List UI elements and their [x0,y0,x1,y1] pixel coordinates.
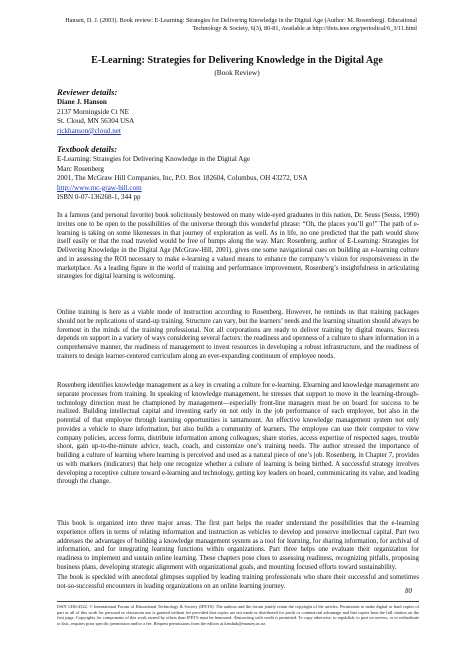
reviewer-details [57,98,134,136]
body-paragraph-5 [57,574,419,592]
paragraph-text: In a famous (and personal favorite) book solicitously bestowed on many wide-eyed graduates in this nation, Dr. Seuss (Seuss, 1990) invites one to be open to the possibilities of the universe through this wonderful phrase: “Oh, the places you’ll go!” The path of e-learning is taking on some likenesses in that journey of exploration as well. As in life, no one predicted that the path would show itself easily or that the road traveled would be free of bumps along the way. Marc Rosenberg, author of E-Learning: Strategies for Delivering Knowledge in the Digital Age (McGraw-Hill, 2001), gives one some navigational cues on building an e-learning culture and in assessing the ROI necessary to make e-learning a valued means to enhance the company’s vision for responsiveness in the marketplace. As a leading figure in the world of training and performance improvement, Rosenberg’s insightfulness in articulating strategies for digital learning is welcoming. [57,212,419,281]
paragraph-text: Online training is here as a viable mode of instruction according to Rosenberg. However, he reminds us that training packages should not be replications of stand-up training. Structure can vary, but the learners’ needs and the learning situation should always be foremost in the minds of the training professional. Not all corporations are ready to deliver training by digital means. Success depends on support in a variety of ways considering several factors: the readiness and openness of a culture to share information in a comprehensive manner, the readiness of management to invest resources in developing a robust infrastructure, and the readiness of trainers to design learner-centered curriculum along an ever-expanding continuum of employee needs. [57,309,419,360]
page-number: 80 [405,587,412,595]
textbook-title: E-Learning: Strategies for Delivering Knowledge in the Digital Age [57,155,251,163]
reviewer-name: Diane J. Hanson [57,98,107,106]
paragraph-text: The book is speckled with anecdotal glimpses supplied by leading training professionals who share their successful and sometimes not-so-successful encounters in leading organizations on an online learning journey. [57,574,419,590]
reviewer-city: St. Cloud, MN 56304 USA [57,117,135,126]
body-paragraph-2 [57,309,419,362]
textbook-isbn: ISBN 0-07-136268-1, 344 pp [57,193,141,202]
body-paragraph-1 [57,212,419,282]
body-paragraph-4 [57,520,419,573]
textbook-publisher: 2001, The McGraw Hill Companies, Inc, P.O. Box 182604, Columbus, OH 43272, USA [57,174,308,183]
copyright-footer: ISSN 1436-4522. © International Forum of Educational Technology & Society (IFETS). The authors and the forum jointly retain the copyright of the articles. Permission to make digital or hard copies of part or all of this work for personal or classroom use is granted without fee provided that copies are not made or distributed for profit or commercial advantage and that copies bear the full citation on the first page. Copyrights for components of this work owned by others than IFETS must be honoured. Abstracting with credit is permitted. To copy otherwise, to republish, to post on servers, or to redistribute to lists, requires prior specific permission and/or a fee. Request permissions from the editors at kinshuk@massey.ac.nz. [57,604,419,626]
textbook-url-link[interactable]: http://www.mc-graw-hill.com [57,183,142,192]
reviewer-street: 2137 Morningside Ct NE [57,107,129,116]
paragraph-text: Rosenberg identifies knowledge management as a key in creating a culture for e-learning. Elearning and knowledge management are separate processes from training. In speaking of knowledge management, he stresses that support to move in the learning-through-technology direction must be championed by management—especially front-line managers must be on board for success to be realized. Building intellectual capital and investing early on not only in the job performance of each employee, but also in the potential of that employee through learning opportunities is tantamount. An effective knowledge management system not only provides a vehicle to share information, but also builds a community of learners. The employee can use their computer to view company policies, access forms, distribute information among colleagues, share stories, access expertise of respected sages, trouble shoot, gain up-to-the-minute advice, teach, coach, and customize one’s training needs. The author stressed the importance of building a culture of learning where learning is perceived and used as a natural piece of one’s job. Rosenberg, in Chapter 7, provides us with markers (indicators) that help one recognize whether a culture of learning is being birthed. A successful strategy involves developing a receptive culture toward e-learning and technology, getting key leaders on board, communicating its value, and leading through the change. [57,382,419,486]
article-title: E-Learning: Strategies for Delivering Knowledge in the Digital Age [91,55,383,66]
textbook-details [57,155,308,203]
paragraph-text: This book is organized into three major areas. The first part helps the reader understand the possibilities that the e-learning experience offers in terms of relating information and instruction as vehicles to develop and preserve intellectual capital. Part two addresses the advantages of building a knowledge management system as a tool for learning, for sharing information, for archival of information, and for integrating learning functions within organizations. Part three helps one evaluate their organization for readiness to implement and sustain online learning. These chapters pose clues to assessing readiness, recognizing pitfalls, proposing business plans, developing strategic alignment with organizational goals, and mounting focused efforts toward sustainability. [57,520,419,571]
textbook-author: Marc Rosenberg [57,164,104,173]
footer-divider [57,601,419,602]
textbook-heading: Textbook details: [57,144,118,154]
reviewer-email-link[interactable]: rickhanson@cloud.net [57,126,121,135]
body-paragraph-3 [57,382,419,487]
citation-header: Hansen, D. J. (2003). Book review: E-Learning: Strategies for Delivering Knowledge in the Digital Age (Author: M. Rosenberg). Educational Technology & Society, 6(3), 80-81, Available at http://ifets.ieee.org/periodical/6_3/11.html [65,17,417,32]
reviewer-heading: Reviewer details: [57,87,118,97]
article-subtitle: (Book Review) [214,68,260,77]
